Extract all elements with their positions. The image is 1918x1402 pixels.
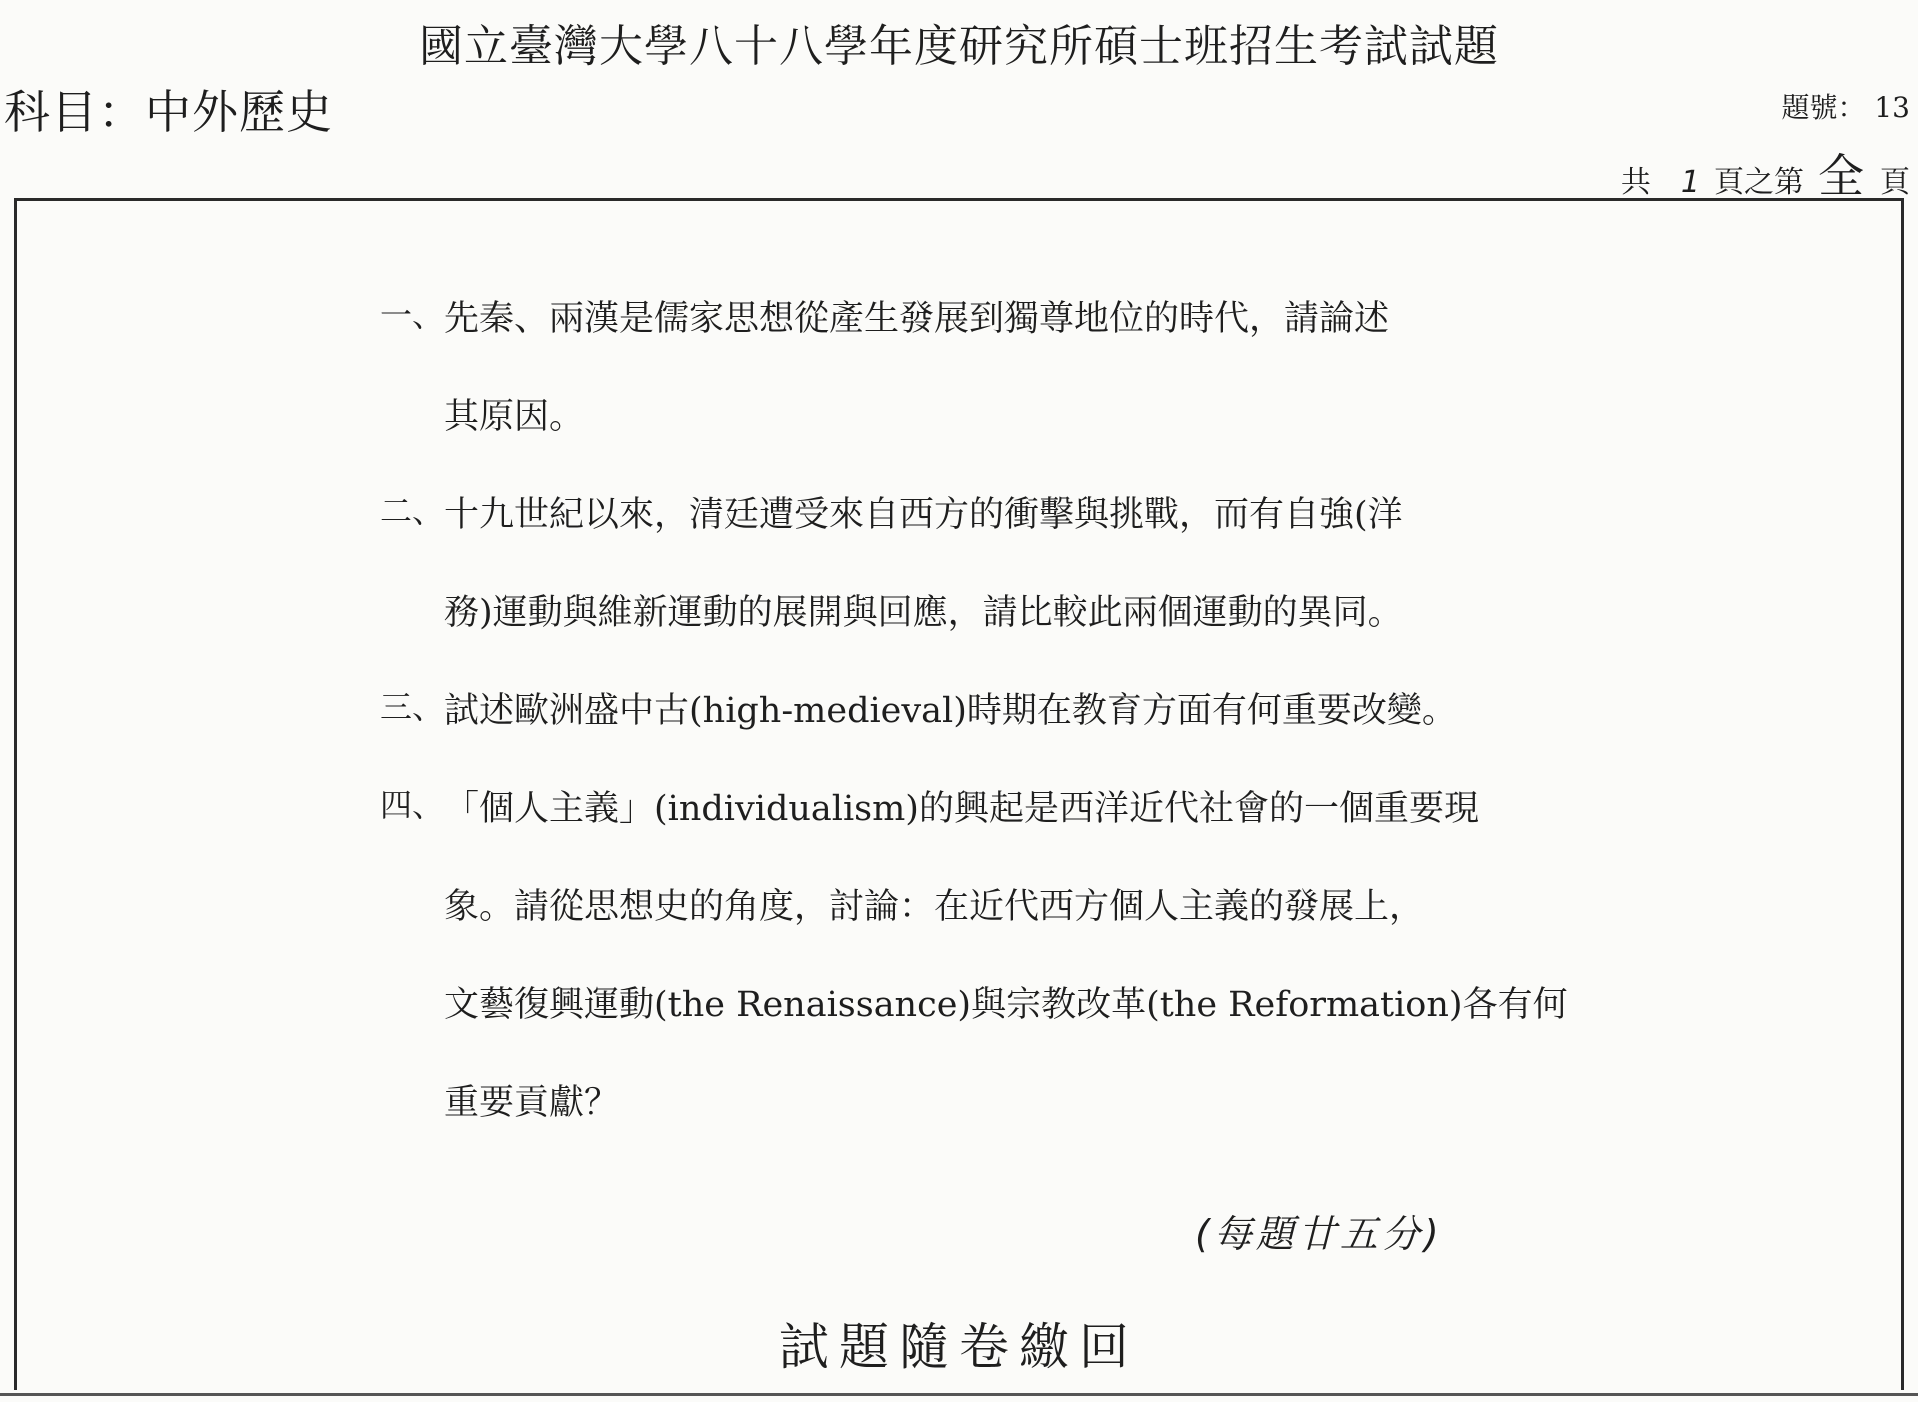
- score-note: (每題廿五分): [1195, 1212, 1443, 1256]
- subject-label: 科目：中外歷史: [4, 85, 333, 139]
- question-2-line-2: 務)運動與維新運動的展開與回應，請比較此兩個運動的異同。: [444, 593, 1403, 633]
- footer-note: 試題隨卷繳回: [779, 1318, 1139, 1376]
- question-3-line-1: 試述歐洲盛中古(high-medieval)時期在教育方面有何重要改變。: [444, 691, 1457, 731]
- question-2-line-1: 十九世紀以來，清廷遭受來自西方的衝擊與挑戰，而有自強(洋: [444, 495, 1403, 535]
- question-1-line-1: 先秦、兩漢是儒家思想從產生發展到獨尊地位的時代，請論述: [444, 299, 1390, 339]
- question-2-number: 二、: [380, 492, 445, 530]
- question-1-line-2: 其原因。: [444, 397, 585, 437]
- page-total: 1: [1680, 165, 1700, 200]
- question-4-line-1: 「個人主義」(individualism)的興起是西洋近代社會的一個重要現: [444, 789, 1479, 829]
- page-count-suffix: 頁: [1880, 165, 1910, 200]
- question-4-line-2: 象。請從思想史的角度，討論：在近代西方個人主義的發展上，: [444, 887, 1425, 927]
- question-list: [380, 290, 1568, 1172]
- page-count: [1621, 140, 1910, 206]
- exam-title: 國立臺灣大學八十八學年度研究所碩士班招生考試試題: [419, 21, 1499, 72]
- question-2: [380, 486, 1560, 682]
- question-3-number: 三、: [380, 688, 445, 726]
- question-1: [380, 290, 1560, 486]
- question-4-line-4: 重要貢獻？: [444, 1083, 620, 1123]
- page-count-prefix: 共: [1620, 165, 1651, 200]
- question-1-number: 一、: [380, 296, 445, 334]
- question-4: [380, 780, 1568, 1172]
- page-current: 全: [1818, 149, 1864, 203]
- page-count-middle: 頁之第: [1714, 165, 1804, 200]
- question-number: 題號： 13: [1781, 91, 1910, 124]
- question-4-number: 四、: [380, 786, 445, 824]
- frame-bottom-rule: [0, 1393, 1918, 1396]
- question-3: [380, 682, 1560, 780]
- question-4-line-3: 文藝復興運動(the Renaissance)與宗教改革(the Reformation)各有何: [444, 985, 1568, 1025]
